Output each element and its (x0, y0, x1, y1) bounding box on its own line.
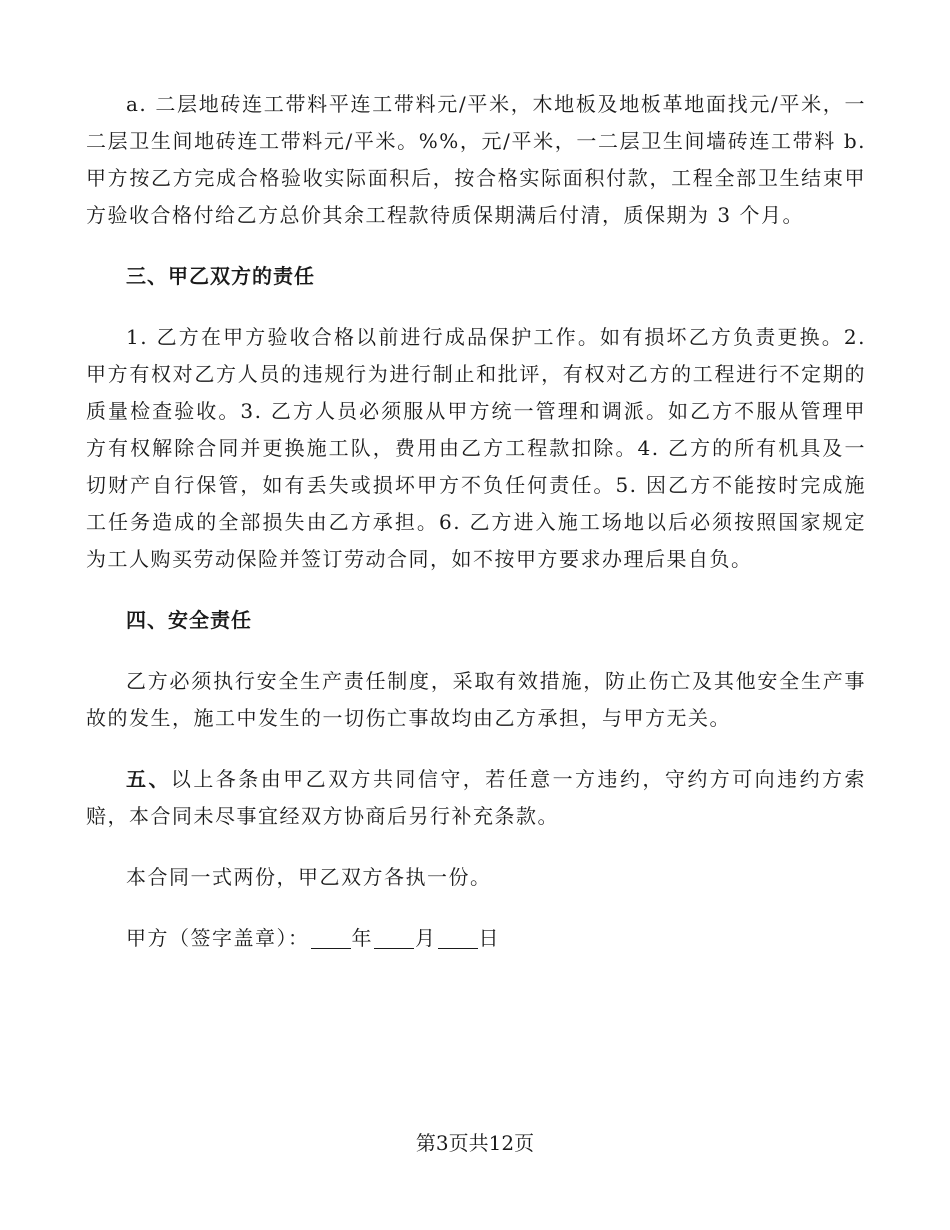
year-blank[interactable] (311, 928, 351, 949)
month-label: 月 (415, 926, 437, 950)
responsibilities-paragraph: 1. 乙方在甲方验收合格以前进行成品保护工作。如有损坏乙方负责更换。2. 甲方有权对乙方人员的违规行为进行制止和批评，有权对乙方的工程进行不定期的质量检查验收。3. 乙方人员必须服从甲方统一管理和调派。如乙方不服从管理甲方有权解除合同并更换施工队，费用由乙方工程款扣除。4. 乙方的所有机具及一切财产自行保管，如有丢失或损坏甲方不负任何责任。5. 因乙方不能按时完成施工任务造成的全部损失由乙方承担。6. 乙方进入施工场地以后必须按照国家规定为工人购买劳动保险并签订劳动合同，如不按甲方要求办理后果自负。 (86, 325, 866, 571)
page-footer: 第3页共12页 (415, 1131, 535, 1155)
payment-terms-paragraph: a. 二层地砖连工带料平连工带料元/平米，木地板及地板革地面找元/平米，一二层卫生间地砖连工带料元/平米。%%，元/平米，一二层卫生间墙砖连工带料 b. 甲方按乙方完成合格验收实际面积后，按合格实际面积付款，工程全部卫生结束甲方验收合格付给乙方总价其余工程款待质保期满后付清，质保期为 3 个月。 (86, 92, 866, 227)
breach-paragraph-text: 以上各条由甲乙双方共同信守，若任意一方违约，守约方可向违约方索赔，本合同未尽事宜经双方协商后另行补充条款。 (86, 767, 866, 828)
day-blank[interactable] (438, 928, 478, 949)
signature-label: 甲方（签字盖章）： (126, 926, 310, 950)
copies-paragraph: 本合同一式两份，甲乙双方各执一份。 (126, 865, 492, 889)
safety-paragraph: 乙方必须执行安全生产责任制度，采取有效措施，防止伤亡及其他安全生产事故的发生，施工中发生的一切伤亡事故均由乙方承担，与甲方无关。 (86, 669, 866, 730)
section-number-five: 五、 (126, 767, 171, 791)
document-page (86, 86, 866, 957)
year-label: 年 (351, 926, 373, 950)
breach-paragraph (86, 761, 866, 835)
signature-line (86, 920, 866, 957)
section-heading-safety: 四、安全责任 (126, 608, 252, 632)
section-heading-responsibilities: 三、甲乙双方的责任 (126, 264, 315, 288)
month-blank[interactable] (374, 928, 414, 949)
day-label: 日 (478, 926, 500, 950)
